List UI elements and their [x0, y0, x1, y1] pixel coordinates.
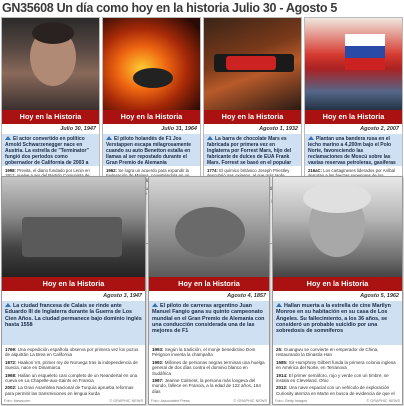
historia-banner: Hoy en la Historia [2, 110, 99, 124]
hair-shape [32, 22, 74, 44]
lead-story: El piloto holandés de F1 Jos Verstappen escapa milagrosamente cuando su auto Benetton estalla en llamas al ser repostado durante el Gran Premio de Alemania [103, 134, 200, 166]
events-list [149, 347, 269, 396]
event-item: 2012: Una nave espacial con un vehículo de exploración Curiosity aterriza en Marte en busca de evidencia de que el [276, 385, 395, 396]
event-item: 1962: Se logra un acuerdo para expandir la [106, 168, 189, 173]
date-label: Julio 31, 1964 [103, 124, 200, 134]
photo-credit: Foto: Newscom © GRAPHIC NEWS [4, 399, 143, 403]
triangle-icon [5, 303, 11, 307]
triangle-icon [207, 136, 213, 140]
event-item: 1914: El primer semáforo, rojo y verde con un timbre, se instala en Cleveland, Ohio [276, 372, 389, 384]
date-label: Agosto 5, 1962 [273, 291, 402, 301]
triangle-icon [308, 136, 314, 140]
events-list [273, 347, 402, 396]
photo-fangio [149, 177, 269, 277]
historia-banner: Hoy en la Historia [273, 277, 402, 291]
photo-calais [2, 177, 145, 277]
events-list [2, 347, 145, 396]
historia-banner: Hoy en la Historia [149, 277, 269, 291]
hair-shape [303, 183, 371, 213]
historia-banner: Hoy en la Historia [305, 110, 402, 124]
event-item: 1968: Hallan un esqueleto casi completo de un Neandertal en una cueva en La Chapelle-aux-Saints en Francia [5, 372, 138, 384]
event-item: 1872: Haakon VII, primer rey de Noruega tras la independencia de Suecia, nace en Dinamarca [5, 359, 138, 371]
lead-story: Hallan muerta a la estrella de cine Marilyn Monroe en su habitación en su casa de Los Ángeles. Su fallecimiento, a los 36 años, se consideró un probable suicidio por una sobredosis de somníferos [273, 301, 402, 345]
date-label: Agosto 2, 2007 [305, 124, 402, 134]
event-item: 1997: Jeanne Calment, la persona más longeva del mundo, fallece en Francia, a la edad de 122 años, 164 días [152, 378, 261, 394]
lead-story: Plantan una bandera rusa en el lecho marino a 4,200m bajo el Polo Norte, favoreciendo las reclamaciones de Moscú sobre las vastas reservas petroleras, gasíferas [305, 134, 402, 166]
event-item: 1998: Previta, el diario fundado por Lenin en [5, 168, 90, 173]
event-item: 1992: Millones de personas negras terminan una huelga general de dos días contra el dominio blanco en Sudáfrica [152, 359, 265, 376]
photo-mars-bar [204, 18, 301, 110]
photo-monroe [273, 177, 402, 277]
lead-story: El piloto de carreras argentino Juan Manuel Fangio gana su quinto campeonato mundial en el Gran Premio de Alemania con una conducción considerada una de las mejores de F1 [149, 301, 269, 345]
event-item: 25: Guangwu se convierte en emperador de China, restaurando la Dinastía Han [276, 347, 379, 358]
event-item: 216aC: Los cartagineses liderados por Aníbal [308, 168, 395, 173]
date-label: Agosto 4, 1857 [149, 291, 269, 301]
date-label: Julio 30, 1947 [2, 124, 99, 134]
crowd-shape [22, 217, 122, 257]
logo-shape [226, 56, 276, 70]
history-card-2 [148, 176, 270, 405]
driver-shape [175, 207, 245, 257]
history-card-3 [272, 176, 403, 405]
history-card-1 [1, 176, 146, 405]
photo-credit: Foto: Getty Images © GRAPHIC NEWS [275, 399, 400, 403]
event-item: 1585: Sir Humphrey Gilbert funda la primera colonia inglesa en América del Norte, en Terranova [276, 359, 396, 371]
historia-banner: Hoy en la Historia [2, 277, 145, 291]
event-item: 1774: El químico británico Joseph Priestley [207, 168, 290, 173]
triangle-icon [276, 303, 282, 307]
event-item: 1769: Una expedición española observa por primera vez los pozos de alquitrán La Brea en California [5, 347, 139, 358]
date-label: Agosto 1, 1932 [204, 124, 301, 134]
flag-white-shape [345, 34, 385, 46]
photo-credit: Foto: Associated Press © GRAPHIC NEWS [151, 399, 267, 403]
photo-russian-flag [305, 18, 402, 110]
flag-red-shape [345, 58, 385, 70]
triangle-icon [106, 136, 112, 140]
page-title: GN35608 Un día como hoy en la historia Julio 30 - Agosto 5 [2, 1, 337, 15]
title-bar [0, 0, 404, 16]
event-item: 2002: La Gran Asamblea Nacional de Turquía aprueba reformas para permitir las transmisiones en lengua kurda [5, 385, 134, 396]
event-item: 1993: Según la tradición, el monje benedictino Dom Pérignon inventa la champaña [152, 347, 256, 358]
flag-blue-shape [345, 46, 385, 58]
lead-story: El actor convertido en político Arnold Schwarzenegger nace en Austria. La estrella de "Terminator" fungió dos periodos como gobernador de California de 2003 a [2, 134, 99, 166]
photo-schwarzenegger [2, 18, 99, 110]
triangle-icon [5, 136, 11, 140]
triangle-icon [152, 303, 158, 307]
car-shape [133, 68, 173, 88]
historia-banner: Hoy en la Historia [103, 110, 200, 124]
photo-verstappen-fire [103, 18, 200, 110]
lead-story: La barra de chocolate Mars es fabricada por primera vez en Inglaterra por Forrest Mars, hijo del fabricante de dulces de EUA Frank Mars. Forrest se basó en el popular [204, 134, 301, 166]
historia-banner: Hoy en la Historia [204, 110, 301, 124]
lead-story: La ciudad francesa de Calais se rinde ante Eduardo III de Inglaterra durante la Guerra de Los Cien Años. La ciudad permanece bajo dominio inglés hasta 1558 [2, 301, 145, 345]
date-label: Agosto 3, 1947 [2, 291, 145, 301]
